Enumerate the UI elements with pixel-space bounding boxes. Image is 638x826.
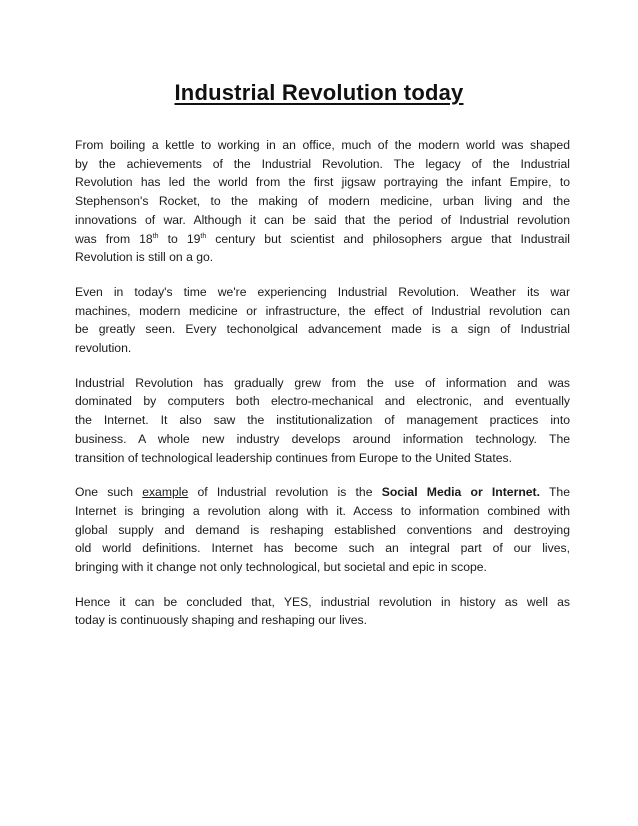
paragraph-line: revolution. (75, 341, 132, 356)
paragraph-line: Industrial Revolution has gradually grew from the use of information and was (75, 375, 570, 390)
paragraph-line: From boiling a kettle to working in an office, much of the modern world was shaped (75, 138, 570, 152)
text-run: One such (75, 485, 143, 500)
document-title (0, 78, 638, 108)
paragraph-line: Stephenson's Rocket, to the making of modern medicine, urban living and the (75, 194, 570, 209)
bold-phrase: Social Media or Internet. (381, 485, 540, 500)
document-body (75, 136, 570, 630)
superscript-th: th (152, 232, 159, 240)
paragraph-line: business. A whole new industry develops around information technology. The (75, 431, 570, 446)
text-run: The (540, 485, 570, 500)
paragraph-line: old world definitions. Internet has become such an integral part of our lives, (75, 541, 570, 556)
document-title-text: Industrial Revolution today (174, 80, 464, 105)
paragraph-line: Revolution has led the world from the first jigsaw portraying the infant Empire, to (75, 175, 570, 190)
paragraph-line: dominated by computers both electro-mechanical and electronic, and eventually (75, 394, 570, 409)
paragraph-line: Internet is bringing a revolution along with it. Access to information combined with (75, 503, 570, 518)
paragraph-line: Even in today's time we're experiencing Industrial Revolution. Weather its war (75, 284, 570, 299)
paragraph-line: be greatly seen. Every techonolgical advancement made is a sign of Industrial (75, 322, 570, 337)
paragraph-line: by the achievements of the Industrial Revolution. The legacy of the Industrial (75, 156, 570, 171)
paragraph-line: global supply and demand is reshaping established conventions and destroying (75, 522, 570, 537)
paragraph-1 (75, 136, 570, 267)
paragraph-line: Hence it can be concluded that, YES, industrial revolution in history as well as (75, 594, 570, 609)
paragraph-2 (75, 283, 570, 358)
paragraph-line: innovations of war. Although it can be said that the period of Industrial revolution (75, 212, 570, 227)
paragraph-line: transition of technological leadership continues from Europe to the United States. (75, 450, 512, 465)
paragraph-5 (75, 593, 570, 630)
paragraph-line: bringing with it change not only technological, but societal and epic in scope. (75, 560, 487, 575)
text-run: of Industrial revolution is the (188, 485, 382, 500)
paragraph-line-with-superscripts (75, 230, 570, 249)
superscript-th: th (200, 232, 207, 240)
paragraph-4 (75, 483, 570, 577)
paragraph-line: the Internet. It also saw the institutionalization of management practices into (75, 413, 570, 428)
paragraph-line: machines, modern medicine or infrastructure, the effect of Industrial revolution can (75, 303, 570, 318)
paragraph-line: today is continuously shaping and reshaping our lives. (75, 613, 368, 628)
text-run: century but scientist and philosophers argue that Industrail (206, 231, 570, 246)
paragraph-line-with-emphasis (75, 483, 570, 502)
underlined-word-example: example (142, 485, 189, 500)
paragraph-3 (75, 374, 570, 468)
text-run: to 19 (158, 231, 201, 246)
text-run: was from 18 (75, 231, 153, 246)
paragraph-line: Revolution is still on a go. (75, 250, 214, 265)
